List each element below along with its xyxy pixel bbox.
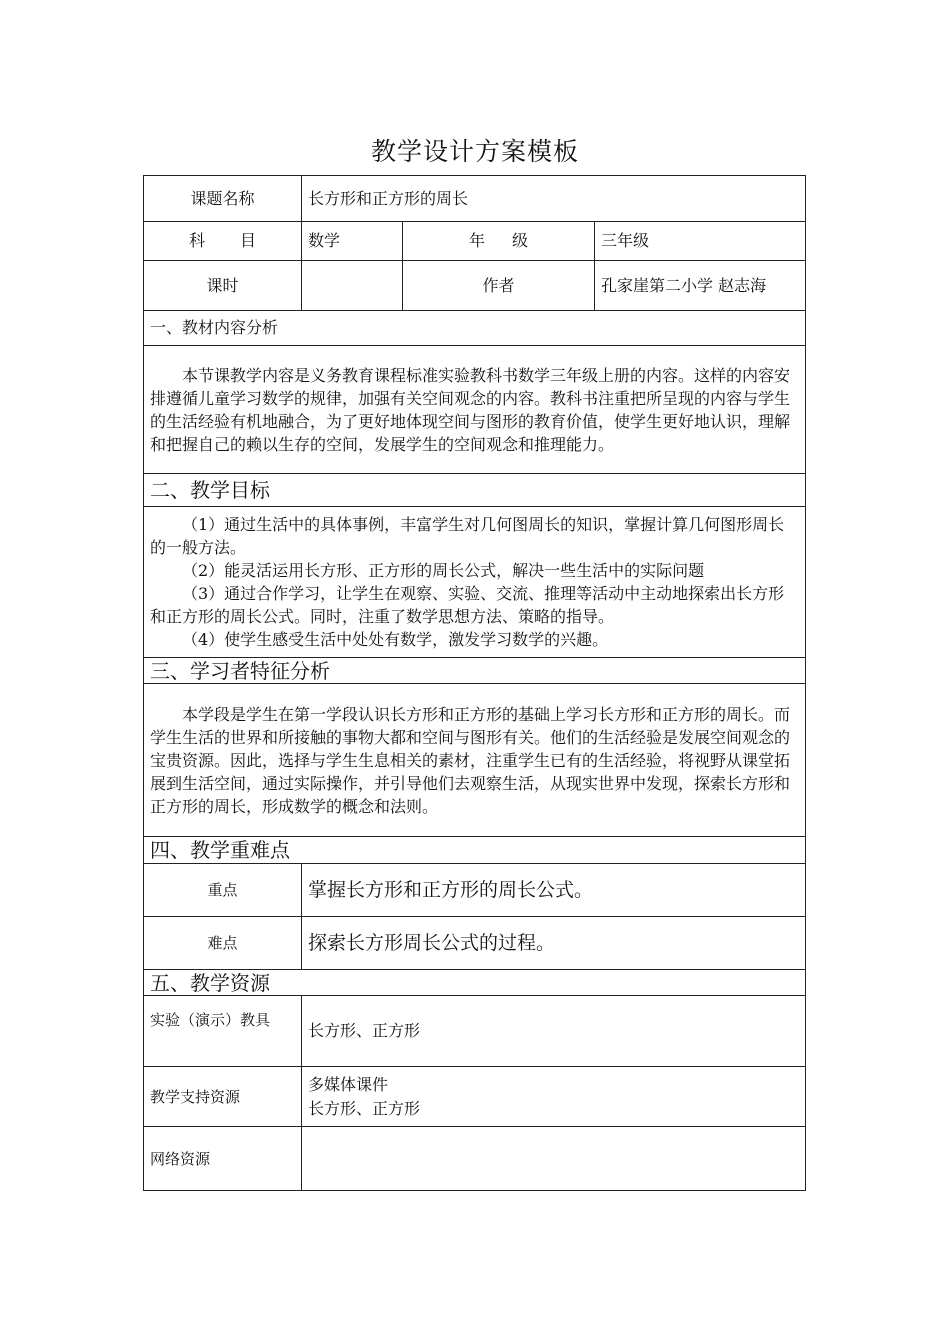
subject-row [144,222,806,261]
period-label: 课时 [144,261,302,311]
section1-body-row [144,346,806,474]
section2-heading: 二、教学目标 [144,474,806,507]
subject-label: 科 目 [144,222,302,261]
section3-heading: 三、学习者特征分析 [144,658,806,684]
network-value [302,1127,806,1191]
section2-heading-row [144,474,806,507]
goal-item-2: （2）能灵活运用长方形、正方形的周长公式，解决一些生活中的实际问题 [182,561,705,580]
section3-heading-row [144,658,806,684]
section2-body-row [144,507,806,658]
support-line-1: 多媒体课件 [308,1074,389,1094]
tools-value: 长方形、正方形 [302,996,806,1067]
goal-item-3: （3）通过合作学习，让学生在观察、实验、交流、推理等活动中主动地探索出长方形和正方形的周长公式。同时，注重了数学思想方法、策略的指导。 [150,584,785,626]
support-line-2: 长方形、正方形 [308,1098,421,1118]
section5-heading-row [144,970,806,996]
key-point-value: 掌握长方形和正方形的周长公式。 [302,864,806,917]
section5-heading: 五、教学资源 [144,970,806,996]
tools-row [144,996,806,1067]
section2-goals [144,507,806,658]
period-row [144,261,806,311]
grade-value: 三年级 [595,222,806,261]
document-title: 教学设计方案模板 [370,137,579,166]
section1-heading: 一、教材内容分析 [144,311,806,346]
goal-item-4: （4）使学生感受生活中处处有数学，激发学习数学的兴趣。 [182,630,609,649]
subject-value: 数学 [302,222,403,261]
period-value [302,261,403,311]
section4-heading: 四、教学重难点 [144,837,806,864]
section1-heading-row [144,311,806,346]
grade-label: 年 级 [403,222,595,261]
topic-value: 长方形和正方形的周长 [302,176,806,222]
section1-text: 本节课教学内容是义务教育课程标准实验教科书数学三年级上册的内容。这样的内容安排遵循儿童学习数学的规律，加强有关空间观念的内容。教科书注重把所呈现的内容与学生的生活经验有机地融合，为了更好地体现空间与图形的教育价值，使学生更好地认识，理解和把握自己的赖以生存的空间，发展学生的空间观念和推理能力。 [144,346,806,474]
support-label: 教学支持资源 [144,1067,302,1127]
support-value [302,1067,806,1127]
goal-item-1: （1）通过生活中的具体事例，丰富学生对几何图周长的知识，掌握计算几何图形周长的一般方法。 [150,515,785,557]
topic-row [144,176,806,222]
key-point-label: 重点 [144,864,302,917]
section4-heading-row [144,837,806,864]
support-row [144,1067,806,1127]
author-value: 孔家崖第二小学 赵志海 [595,261,806,311]
difficult-point-label: 难点 [144,917,302,970]
section3-body-row [144,684,806,837]
difficult-point-value: 探索长方形周长公式的过程。 [302,917,806,970]
topic-label: 课题名称 [144,176,302,222]
section3-text: 本学段是学生在第一学段认识长方形和正方形的基础上学习长方形和正方形的周长。而学生生活的世界和所接触的事物大都和空间与图形有关。他们的生活经验是发展空间观念的宝贵资源。因此，选择与学生生息相关的素材，注重学生已有的生活经验，将视野从课堂拓展到生活空间，通过实际操作，并引导他们去观察生活，从现实世界中发现，探索长方形和正方形的周长，形成数学的概念和法则。 [144,684,806,837]
lesson-plan-table [143,175,806,1191]
network-label: 网络资源 [144,1127,302,1191]
network-row [144,1127,806,1191]
tools-label: 实验（演示）教具 [144,996,302,1067]
difficult-point-row [144,917,806,970]
key-point-row [144,864,806,917]
author-label: 作者 [403,261,595,311]
